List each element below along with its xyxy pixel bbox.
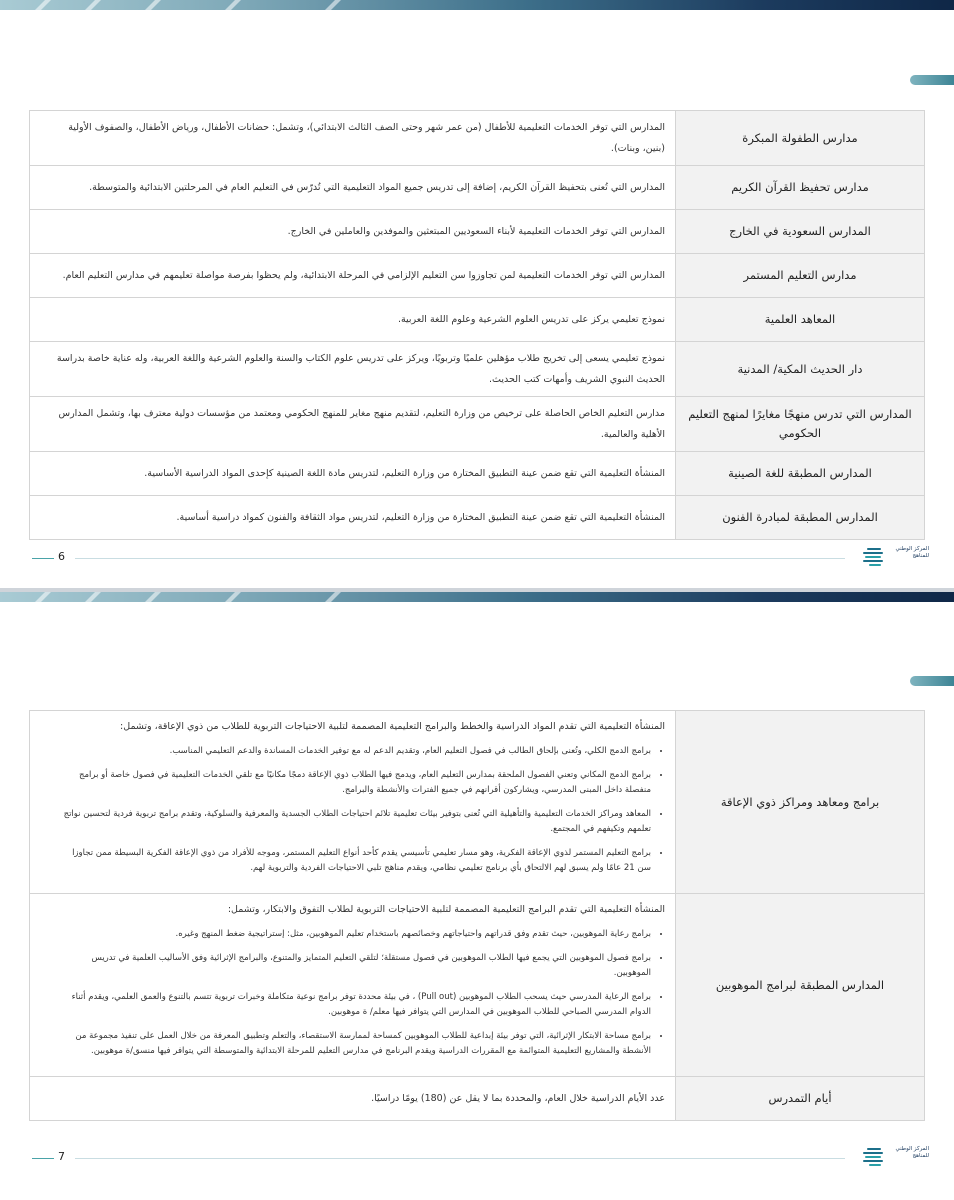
table-row [30,298,925,342]
row-description: المدارس التي توفر الخدمات التعليمية لمن تجاوزوا سن التعليم الإلزامي في المرحلة الابتدائية، ولم يحظوا بفرصة مواصلة تعليمهم في مدارس التعليم العام. [30,254,676,298]
row-label: المعاهد العلمية [676,298,925,342]
header-band [0,0,954,10]
footer-divider [75,1158,845,1159]
footer-accent-line [32,558,54,559]
row-label: مدارس الطفولة المبكرة [676,111,925,166]
table-row [30,342,925,397]
list-item: • المعاهد ومراكز الخدمات التعليمية والتأهيلية التي تُعنى بتوفير بيئات تعليمية تلائم احتياجات الطلاب الجسدية والمعرفية والسلوكية، وتقدم برامج تربوية فردية لتحسين نواتج تعلمهم وتكيفهم في المجتمع. [56,807,651,837]
row-description: المدارس التي تُعنى بتحفيظ القرآن الكريم، إضافة إلى تدريس جميع المواد التعليمية التي تُدرّس في التعليم العام في المرحلتين الابتدائية والمتوسطة. [30,166,676,210]
row-label: المدارس المطبقة لبرامج الموهوبين [676,894,925,1077]
page-number: 7 [58,1150,65,1163]
footer-divider [75,558,845,559]
table-row [30,711,925,894]
logo-text-line2: للمناهج [912,1153,929,1159]
list-item: • برامج الدمج الكلي، وتُعنى بإلحاق الطالب في فصول التعليم العام، وتقديم الدعم له مع توفير الخدمات المساندة والدعم التعليمي المناسب. [56,744,651,759]
side-tab-accent [910,676,954,686]
row-label: المدارس المطبقة للغة الصينية [676,452,925,496]
header-stripe [85,0,101,10]
logo-text [889,1146,929,1160]
table-row [30,254,925,298]
row-description [30,711,676,894]
row-intro: المنشأة التعليمية التي تقدم المواد الدراسية والخطط والبرامج التعليمية المصممة لتلبية الاحتياجات التربوية للطلاب من ذوي الإعاقة، وتشمل: [120,721,665,732]
row-description: نموذج تعليمي يركز على تدريس العلوم الشرعية وعلوم اللغة العربية. [30,298,676,342]
header-stripe [225,0,241,10]
page-number: 6 [58,550,65,563]
row-label: المدارس السعودية في الخارج [676,210,925,254]
list-item: • برامج مساحة الابتكار الإثرائية، التي توفر بيئة إبداعية للطلاب الموهوبين كمساحة لممارسة الاستقصاء، والتعلم وتطبيق المعرفة من خلال العمل على تنفيذ مجموعة من الأنشطة والمشاريع التعليمية المتوائمة مع المقررات الدراسية ويقدم البرنامج في مدارس التعليم للمرحلة الابتدائية والمتوسطة التي يتوافر فيها منسق/ة موهوبين. [56,1029,651,1059]
row-description: المدارس التي توفر الخدمات التعليمية لأبناء السعوديين المبتعثين والموفدين والعاملين في الخارج. [30,210,676,254]
row-intro: المنشأة التعليمية التي تقدم البرامج التعليمية المصممة لتلبية الاحتياجات التربوية لطلاب التفوق والابتكار، وتشمل: [227,904,665,915]
logo-text-line1: المركز الوطني [895,1146,929,1152]
row-label: المدارس التي تدرس منهجًا مغايرًا لمنهج التعليم الحكومي [676,397,925,452]
row-label: المدارس المطبقة لمبادرة الفنون [676,496,925,540]
table-row [30,210,925,254]
logo-text [889,546,929,560]
row-label: أيام التمدرس [676,1077,925,1121]
side-tab-accent [910,75,954,85]
row-label: برامج ومعاهد ومراكز ذوي الإعاقة [676,711,925,894]
footer-accent-line [32,1158,54,1159]
logo-mark-icon [863,546,887,566]
header-stripe [145,0,161,10]
list-item: • برامج الدمج المكاني وتعني الفصول الملحقة بمدارس التعليم العام، ويدمج فيها الطلاب ذوي الإعاقة دمجًا مكانيًا مع تلقي الخدمات التعليمية في فصول خاصة أو برامج منفصلة داخل المبنى المدرسي، ويشاركون أقرانهم في جميع الفترات والأنشطة والبرامج. [56,768,651,798]
table-row [30,1077,925,1121]
header-band [0,592,954,602]
header-stripe [35,0,51,10]
row-label: دار الحديث المكية/ المدنية [676,342,925,397]
row-description: نموذج تعليمي يسعى إلى تخريج طلاب مؤهلين علميًا وتربويًا، ويركز على تدريس علوم الكتاب والسنة والعلوم الشرعية واللغة العربية، وله عناية خاصة بدراسة الحديث النبوي الشريف وأمهات كتب الحديث. [30,342,676,397]
logo-text-line1: المركز الوطني [895,546,929,552]
list-item: • برامج فصول الموهوبين التي يجمع فيها الطلاب الموهوبين في فصول مستقلة؛ لتلقي التعليم المتمايز والمتنوع، والبرامج الإثرائية وفق الأساليب العلمية في تدريس الموهوبين. [56,951,651,981]
bullet-list [56,744,665,876]
table-row [30,111,925,166]
national-curriculum-center-logo [863,1144,929,1170]
header-stripe [325,0,341,10]
table-row [30,894,925,1077]
logo-text-line2: للمناهج [912,553,929,559]
logo-mark-icon [863,1146,887,1166]
national-curriculum-center-logo [863,544,929,570]
header-stripe [35,592,51,602]
table-row [30,496,925,540]
header-stripe [225,592,241,602]
bullet-list [56,927,665,1059]
row-description: عدد الأيام الدراسية خلال العام، والمحددة بما لا يقل عن (180) يومًا دراسيًا. [30,1077,676,1121]
list-item: • برامج الرعاية المدرسي حيث يسحب الطلاب الموهوبين (Pull out) ، في بيئة محددة توفر برامج نوعية متكاملة وخبرات تربوية تتسم بالتنوع والعمق العلمي، ويقدم أثناء الدوام المدرسي الصباحي للطلاب الموهوبين في المدارس التي يتوافر فيها معلم/ ة موهوبين. [56,990,651,1020]
row-description: المنشأة التعليمية التي تقع ضمن عينة التطبيق المختارة من وزارة التعليم، لتدريس مواد الثقافة والفنون كمواد دراسية أساسية. [30,496,676,540]
row-label: مدارس تحفيظ القرآن الكريم [676,166,925,210]
header-stripe [85,592,101,602]
school-types-table [29,110,925,540]
row-label: مدارس التعليم المستمر [676,254,925,298]
row-description [30,894,676,1077]
school-types-table [29,710,925,1121]
list-item: • برامج التعليم المستمر لذوي الإعاقة الفكرية، وهو مسار تعليمي تأسيسي يقدم كأحد أنواع التعليم المستمر، وموجه للأفراد من ذوي الإعاقة الفكرية البسيطة ممن تجاوزا سن 21 عامًا ولم يسبق لهم الالتحاق بأي برنامج تعليمي نظامي، ويقدم مناهج تلبي الاحتياجات الفردية والتربوية لهم. [56,846,651,876]
table-row [30,452,925,496]
header-stripe [145,592,161,602]
row-description: المدارس التي توفر الخدمات التعليمية للأطفال (من عمر شهر وحتى الصف الثالث الابتدائي)، وتشمل: حضانات الأطفال، ورياض الأطفال، والصفوف الأولية (بنين، وبنات). [30,111,676,166]
table-row [30,397,925,452]
row-description: المنشأة التعليمية التي تقع ضمن عينة التطبيق المختارة من وزارة التعليم، لتدريس مادة اللغة الصينية كإحدى المواد الدراسية الأساسية. [30,452,676,496]
document-page-6 [0,0,954,588]
list-item: • برامج رعاية الموهوبين، حيث تقدم وفق قدراتهم واحتياجاتهم وخصائصهم باستخدام تعليم الموهوبين، مثل: إستراتيجية ضغط المنهج وغيره. [56,927,651,942]
document-page-7 [0,592,954,1200]
table-row [30,166,925,210]
row-description: مدارس التعليم الخاص الحاصلة على ترخيص من وزارة التعليم، لتقديم منهج مغاير للمنهج الحكومي ومعتمد من مؤسسات دولية معترف بها، وتشمل المدارس الأهلية والعالمية. [30,397,676,452]
header-stripe [325,592,341,602]
